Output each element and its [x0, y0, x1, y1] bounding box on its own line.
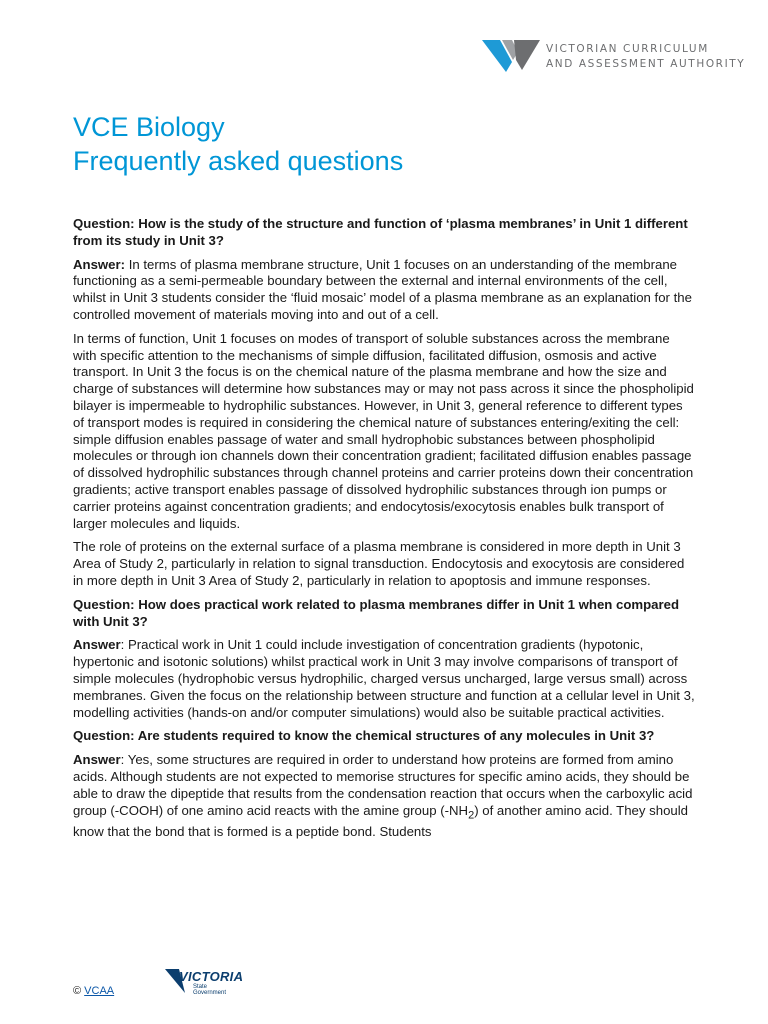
answer-text: In terms of plasma membrane structure, Unit 1 focuses on an understanding of the membrane functioning as a semi-permeable boundary between the external and internal environments of the cell, whilst in Unit 3 students consider the ‘fluid mosaic’ model of a plasma membrane as an explanation for the controlled movement of materials moving into and out of a cell.	[73, 256, 692, 322]
footer-copyright	[73, 985, 114, 997]
answer-text-b: ) of another amino acid. They should know that the bond that is formed is a peptide bond. Students	[73, 802, 689, 839]
title-line-2: Frequently asked questions	[73, 146, 404, 176]
faq-question-2: Question: How does practical work related to plasma membranes differ in Unit 1 when compared with Unit 3?	[73, 596, 680, 629]
answer-label: Answer	[73, 752, 121, 768]
title-line-1: VCE Biology	[73, 112, 225, 142]
faq-answer-1-paragraph-3: The role of proteins on the external surface of a plasma membrane is considered in more depth in Unit 3 Area of Study 2, particularly in relation to signal transduction. Endocytosis and exocytosis are considered in more depth in Unit 3 Area of Study 2, particularly in relation to apoptosis and immune responses.	[73, 539, 685, 588]
faq-answer-1-paragraph-2: In terms of function, Unit 1 focuses on modes of transport of soluble substances across the membrane with specific attention to the mechanisms of simple diffusion, facilitated diffusion, osmosis and active transport. In Unit 3 the focus is on the chemical nature of the plasma membrane and how the size and charge of substances will determine how substances may or may not pass across it since the phospholipid bilayer is impermeable to hydrophilic substances. However, in Unit 3, general reference to different types of transport modes is required in considering the chemical nature of substances entering/exiting the cell: simple diffusion enables passage of water and small hydrophobic substances between phospholipid molecules or through ion channels down their concentration gradient; facilitated diffusion enables passage of dissolved hydrophilic substances through channel proteins and carrier proteins down their concentration gradients; active transport enables passage of dissolved hydrophilic substances through ion pumps or carrier proteins against concentration gradients; and endocytosis/exocytosis enables bulk transport of larger molecules and liquids.	[73, 330, 694, 531]
page-title	[73, 110, 403, 178]
vcaa-logo	[482, 38, 746, 78]
copyright-symbol: ©	[73, 985, 82, 997]
vcaa-logo-text	[546, 42, 745, 72]
logo-line-2: AND ASSESSMENT AUTHORITY	[546, 58, 746, 70]
faq-answer-2	[73, 637, 695, 721]
faq-question-3: Question: Are students required to know the chemical structures of any molecules in Unit 3?	[73, 728, 655, 744]
vcaa-chevron-icon	[482, 38, 542, 72]
government-text: Government	[193, 990, 227, 996]
victoria-wordmark: VICTORIA	[179, 969, 244, 984]
faq-content	[73, 216, 695, 848]
state-text: State	[193, 984, 208, 990]
faq-question-1: Question: How is the study of the structure and function of ‘plasma membranes’ in Unit 1 different from its study in Unit 3?	[73, 216, 688, 248]
answer-label: Answer:	[73, 256, 126, 272]
answer-label: Answer	[73, 637, 121, 653]
logo-line-1: VICTORIAN CURRICULUM	[546, 43, 709, 55]
subscript: 2	[468, 809, 475, 822]
state-government-text	[193, 984, 226, 996]
faq-answer-1	[73, 257, 695, 324]
answer-text-a: : Yes, some structures are required in order to understand how proteins are formed from amino acids. Although students are not expected to memorise structures for specific amino acids, they should be able to draw the dipeptide that results from the condensation reaction that occurs when the carboxylic acid group (-COOH) of one amino acid reacts with the amine group (-NH	[73, 752, 693, 818]
faq-answer-3	[73, 752, 695, 841]
vcaa-link[interactable]: VCAA	[84, 985, 115, 997]
answer-text: : Practical work in Unit 1 could include investigation of concentration gradients (hypotonic, hypertonic and isotonic solutions) whilst practical work in Unit 3 may involve comparisons of transport of simple molecules (hydrophobic versus hydrophilic, charged versus uncharged, large versus small) across membranes. Given the focus on the relationship between structure and function at a cellular level in Unit 3, modelling activities (hands-on and/or computer simulations) would also be suitable practical activities.	[73, 637, 695, 720]
victoria-state-government-logo	[165, 967, 245, 997]
